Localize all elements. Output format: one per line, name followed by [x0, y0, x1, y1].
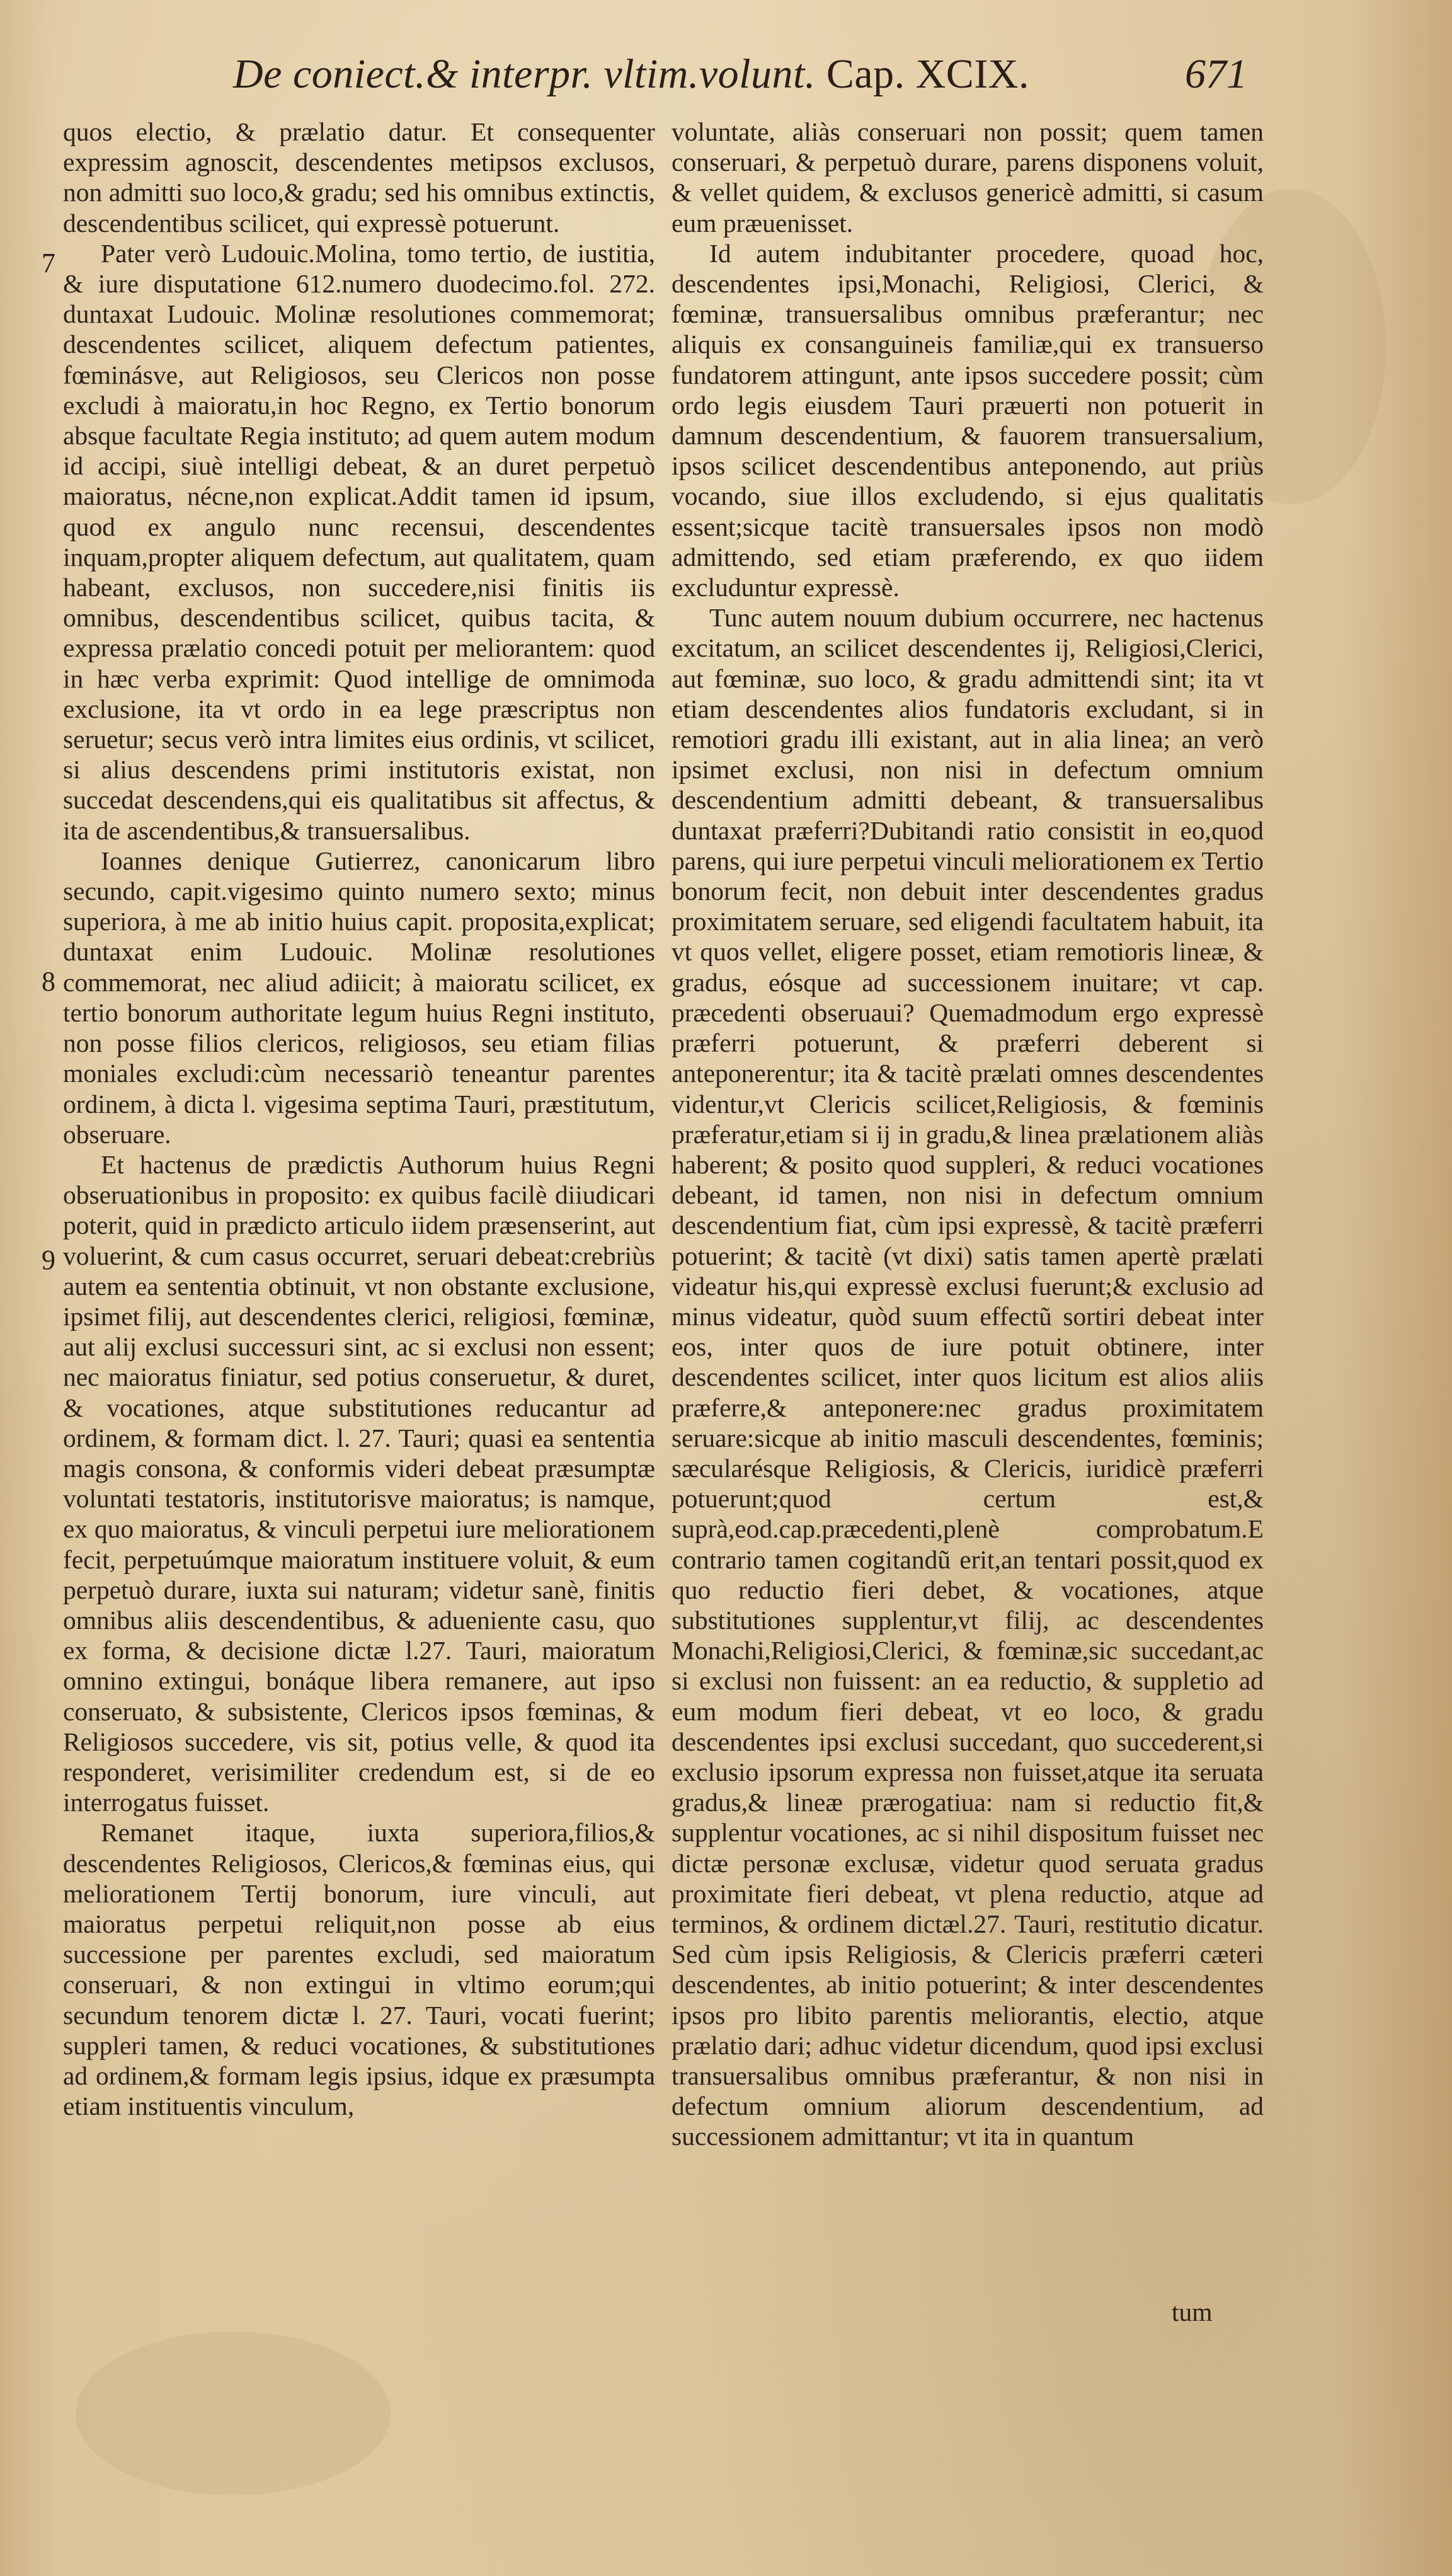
paragraph: Remanet itaque, iuxta superiora,filios,& descendentes Religiosos, Clericos,& fœminas eius, qui meliorationem Tertij bonorum, iure vinculi, aut maioratus perpetui reliquit,non posse ab eius successione per parentes excludi, sed maioratum conseruari, & non extingui in vltimo eorum;qui secundum tenorem dictæ l. 27. Tauri, vocati fuerint; suppleri tamen, & reduci vocationes, & substitutiones ad ordinem,& formam legis ipsius, idque ex præsumpta etiam instituentis vinculum, [63, 1818, 655, 2121]
paper-stain [76, 2332, 391, 2495]
page-number: 671 [1185, 51, 1247, 97]
right-column [672, 117, 1264, 2152]
margin-number-9: 9 [42, 1245, 55, 1275]
margin-number-7: 7 [42, 248, 55, 279]
running-header [208, 39, 1247, 108]
left-column [63, 117, 655, 2121]
paragraph: Tunc autem nouum dubium occurrere, nec hactenus excitatum, an scilicet descendentes ij, Religiosi,Clerici, aut fœminæ, suo loco, & gradu admittendi sint; ita vt etiam descendentes alios fundatoris excludant, si in remotiori gradu illi existant, aut in alia linea; an verò ipsimet exclusi, non nisi in defectum omnium descendentium admitti debeant, & transuersalibus duntaxat præferri?Dubitandi ratio consistit in eo,quod parens, qui iure perpetui vinculi meliorationem ex Tertio bonorum fecit, non debuit inter descendentes gradus proximitatem seruare, sed eligendi facultatem habuit, ita vt quos vellet, eligere posset, etiam remotioris lineæ, & gradus, eósque ad successionem inuitare; vt cap. præcedenti obseruaui? Quemadmodum ergo expressè præferri potuerunt, & præferri deberent si anteponerentur; ita & tacitè prælati omnes descendentes videntur,vt Clericis scilicet,Religiosis, & fœminis præferatur,etiam si ij in gradu,& linea prælationem aliàs haberent; & posito quod suppleri, & reduci vocationes debeant, id tamen, non nisi in defectum omnium descendentium fiat, cùm ipsi expressè, & tacitè præferri potuerint; & tacitè (vt dixi) satis tamen apertè prælati videatur his,qui expressè exclusi fuerunt;& exclusio ad minus videatur, quòd suum effectũ sortiri debeat inter eos, inter quos de iure potuit obtinere, inter descendentes scilicet, inter quos licitum est alios aliis præferre,& anteponere:nec gradus proximitatem seruare:sicque ab initio masculi descendentes, fœminis; sæcularésque Religiosis, & Clericis, iuridicè præferri potuerunt;quod certum est,& suprà,eod.cap.præcedenti,plenè comprobatum.E contrario tamen cogitandũ erit,an tentari possit,quod ex quo reductio fieri debet, & vocationes, atque substitutiones supplentur,vt filij, ac descendentes Monachi,Religiosi,Clerici, & fœminæ,sic succedant,ac si exclusi non fuissent: an ea reductio, & suppletio ad eum modum fieri debeat, vt eo loco, & gradu descendentes ipsi exclusi succedant, quo succederent,si exclusio ipsorum expressa non fuisset,atque ita seruata gradus,& lineæ prærogatiua: nam si reductio fit,& supplentur vocationes, ac si nihil dispositum fuisset nec dictæ personæ exclusæ, videtur quod seruata gradus proximitate fieri debeat, vt plena reductio, atque ad terminos, & ordinem dictæl.27. Tauri, restitutio dicatur. Sed cùm ipsis Religiosis, & Clericis præferri cæteri descendentes, ab initio potuerint; & inter descendentes ipsos pro libito parentis meliorantis, electio, atque prælatio dari; adhuc videtur dicendum, quod ipsi exclusi transuersalibus omnibus præferantur, & non nisi in defectum omnium aliorum descendentium, ad successionem admittantur; vt ita in quantum [672, 603, 1264, 2151]
margin-number-8: 8 [42, 966, 55, 997]
paragraph: Pater verò Ludouic.Molina, tomo tertio, de iustitia, & iure disputatione 612.numero duodecimo.fol. 272. duntaxat Ludouic. Molinæ resolutiones commemorat; descendentes scilicet, aliquem defectum patientes, fœminásve, aut Religiosos, seu Clericos non posse excludi à maioratu,in hoc Regno, ex Tertio bonorum absque facultate Regia instituto; ad quem autem modum id accipi, siuè intelligi debeat, & an duret perpetuò maioratus, nécne,non explicat.Addit tamen id ipsum, quod ex angulo nunc recensui, descendentes inquam,propter aliquem defectum, aut qualitatem, quam habeant, exclusos, non succedere,nisi finitis iis omnibus, descendentibus scilicet, quibus tacita, & expressa prælatio concedi potuit per meliorantem: quod in hæc verba exprimit: Quod intellige de omnimoda exclusione, ita vt ordo in ea lege præscriptus non seruetur; secus verò intra limites eius ordinis, vt scilicet, si alius descendens primi institutoris existat, non succedat descendens,qui eis qualitatibus sit affectus, & ita de ascendentibus,& transuersalibus. [63, 238, 655, 845]
header-title-text: De coniect.& interpr. vltim.volunt. [233, 51, 816, 97]
paragraph: voluntate, aliàs conseruari non possit; quem tamen conseruari, & perpetuò durare, parens disponens voluit, & vellet quidem, & exclusos genericè admitti, si casum eum præuenisset. [672, 117, 1264, 238]
paragraph: Id autem indubitanter procedere, quoad hoc, descendentes ipsi,Monachi, Religiosi, Clerici, & fœminæ, transuersalibus omnibus præferantur; nec aliquis ex consanguineis familiæ,qui ex transuerso fundatorem attingunt, ante ipsos succedere possit; cùm ordo legis eiusdem Tauri præuerti non potuerit in damnum descendentium, & fauorem transuersalium, ipsos scilicet descendentibus anteponendo, aut priùs vocando, siue illos excludendo, si ejus qualitatis essent;sicque tacitè transuersales ipsos non modò admittendo, sed etiam præferendo, ex quo iidem excluduntur expressè. [672, 238, 1264, 602]
paragraph: Ioannes denique Gutierrez, canonicarum libro secundo, capit.vigesimo quinto numero sexto; minus superiora, à me ab initio huius capit. proposita,explicat; duntaxat enim Ludouic. Molinæ resolutiones commemorat, nec aliud adiicit; à maioratu scilicet, ex tertio bonorum authoritate legum huius Regni instituto, non posse filios clericos, religiosos, seu etiam filias moniales excludi:cùm necessariò teneantur parentes ordinem, à dicta l. vigesima septima Tauri, præstitutum, obseruare. [63, 846, 655, 1149]
header-chapter: Cap. XCIX. [826, 51, 1029, 97]
paragraph: quos electio, & prælatio datur. Et consequenter expressim agnoscit, descendentes metipsos exclusos, non admitti suo loco,& gradu; sed his omnibus extinctis, descendentibus scilicet, qui expressè potuerunt. [63, 117, 655, 238]
catchword: tum [1172, 2297, 1213, 2326]
paragraph: Et hactenus de prædictis Authorum huius Regni obseruationibus in proposito: ex quibus facilè diiudicari poterit, quid in prædicto articulo iidem præsenserint, aut voluerint, & cum casus occurret, seruari debeat:crebriùs autem ea sententia obtinuit, vt non obstante exclusione, ipsimet filij, aut descendentes clerici, religiosi, fœminæ, aut alij exclusi successuri sint, ac si exclusi non essent; nec maioratus finiatur, sed potius conseruetur, & duret, & vocationes, atque substitutiones reducantur ad ordinem, & formam dict. l. 27. Tauri; quasi ea sententia magis consona, & conformis videri debeat præsumptæ voluntati testatoris, institutorisve maioratus; is namque, ex quo maioratus, & vinculi perpetui iure meliorationem fecit, perpetuúmque maioratum instituere voluit, & eum perpetuò durare, iuxta sui naturam; videtur sanè, finitis omnibus aliis descendentibus, & adueniente casu, quo ex forma, & decisione dictæ l.27. Tauri, maioratum omnino extingui, bonáque libera remanere, aut ipso conseruato, & subsistente, Clericos ipsos fœminas, & Religiosos succedere, vis sit, potius velle, & quod ita responderet, verisimiliter credendum est, si de eo interrogatus fuisset. [63, 1149, 655, 1817]
header-title [233, 50, 1029, 98]
